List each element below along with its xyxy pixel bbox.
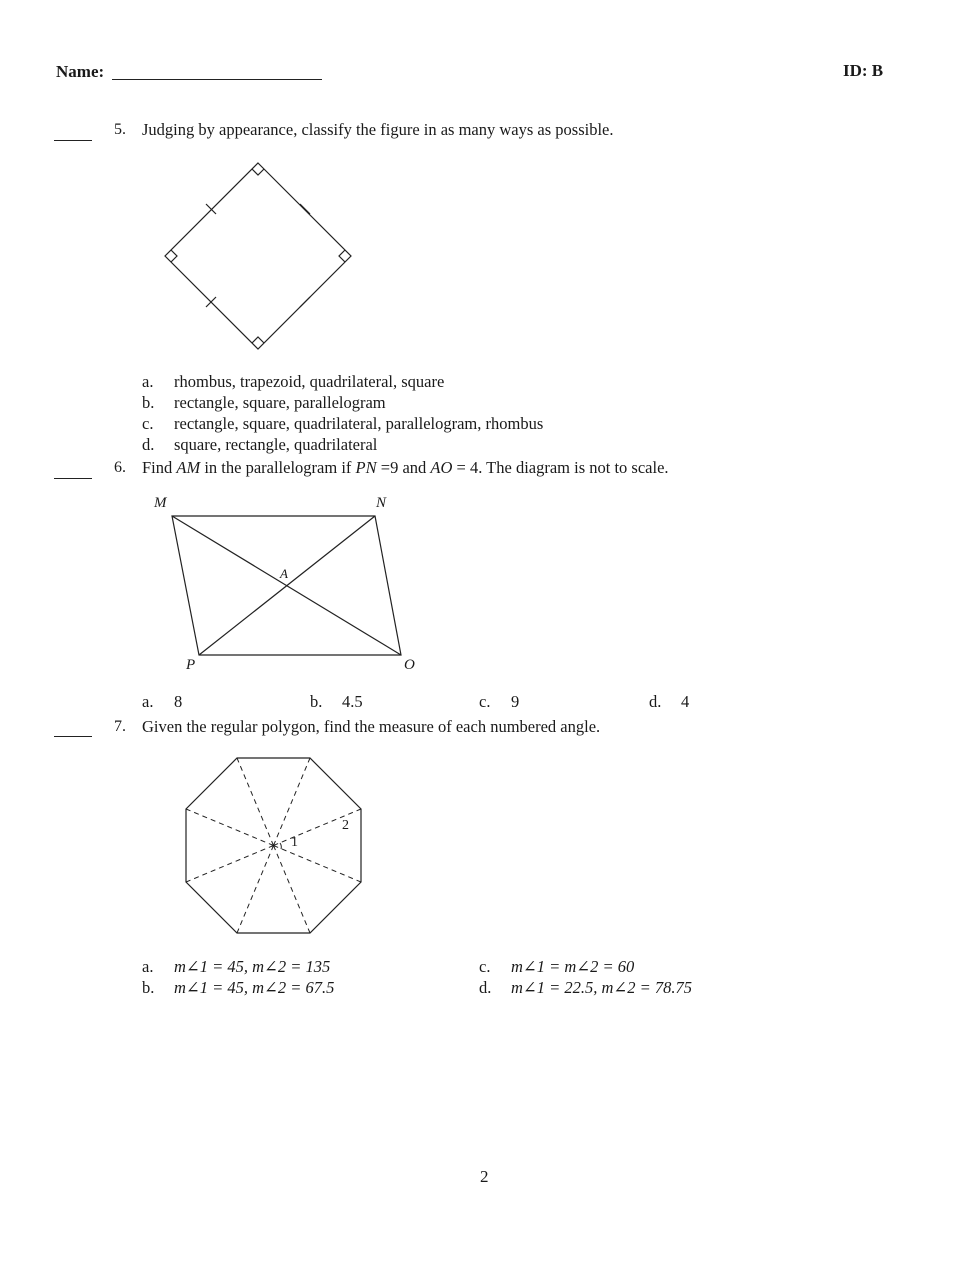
option-text: 9 — [511, 692, 520, 711]
page-number: 2 — [480, 1167, 489, 1186]
vertex-label-m: M — [154, 495, 167, 511]
question-number: 6. — [114, 459, 126, 476]
option-text: rhombus, trapezoid, quadrilateral, square — [174, 372, 445, 391]
option-letter: b. — [142, 978, 155, 997]
option-text: m∠1 = 45, m∠2 = 67.5 — [174, 978, 335, 997]
option-letter: d. — [649, 692, 662, 711]
option-text: rectangle, square, quadrilateral, parallelogram, rhombus — [174, 414, 544, 433]
option-7c[interactable] — [479, 957, 634, 977]
option-7b[interactable] — [142, 978, 334, 998]
name-label: Name: — [56, 62, 105, 81]
question-text: Judging by appearance, classify the figure in as many ways as possible. — [142, 120, 614, 139]
option-letter: b. — [142, 393, 155, 412]
option-text: m∠1 = 22.5, m∠2 = 78.75 — [511, 978, 693, 997]
option-text: 4 — [681, 692, 690, 711]
option-letter: a. — [142, 692, 154, 711]
option-letter: a. — [142, 372, 154, 391]
option-text: 4.5 — [342, 692, 363, 711]
option-letter: d. — [479, 978, 492, 997]
option-letter: c. — [142, 414, 154, 433]
option-text: square, rectangle, quadrilateral — [174, 435, 378, 454]
option-letter: b. — [310, 692, 323, 711]
option-text: m∠1 = m∠2 = 60 — [511, 957, 635, 976]
question-text: Find AM in the parallelogram if PN =9 and AO = 4. The diagram is not to scale. — [142, 458, 669, 477]
option-7a[interactable] — [142, 957, 330, 977]
angle-label-1: 1 — [291, 835, 298, 850]
vertex-label-a: A — [280, 566, 288, 581]
option-letter: d. — [142, 435, 155, 454]
option-7d[interactable] — [479, 978, 692, 998]
option-letter: c. — [479, 692, 491, 711]
vertex-label-p: P — [186, 657, 196, 673]
question-number: 7. — [114, 718, 126, 735]
question-number: 5. — [114, 121, 126, 138]
angle-label-2: 2 — [342, 818, 349, 833]
vertex-label-n: N — [376, 495, 387, 511]
option-letter: c. — [479, 957, 491, 976]
question-text: Given the regular polygon, find the measure of each numbered angle. — [142, 717, 601, 736]
option-text: 8 — [174, 692, 183, 711]
option-text: rectangle, square, parallelogram — [174, 393, 386, 412]
option-letter: a. — [142, 957, 154, 976]
option-text: m∠1 = 45, m∠2 = 135 — [174, 957, 331, 976]
vertex-label-o: O — [404, 657, 415, 673]
id-label: ID: B — [843, 61, 884, 80]
